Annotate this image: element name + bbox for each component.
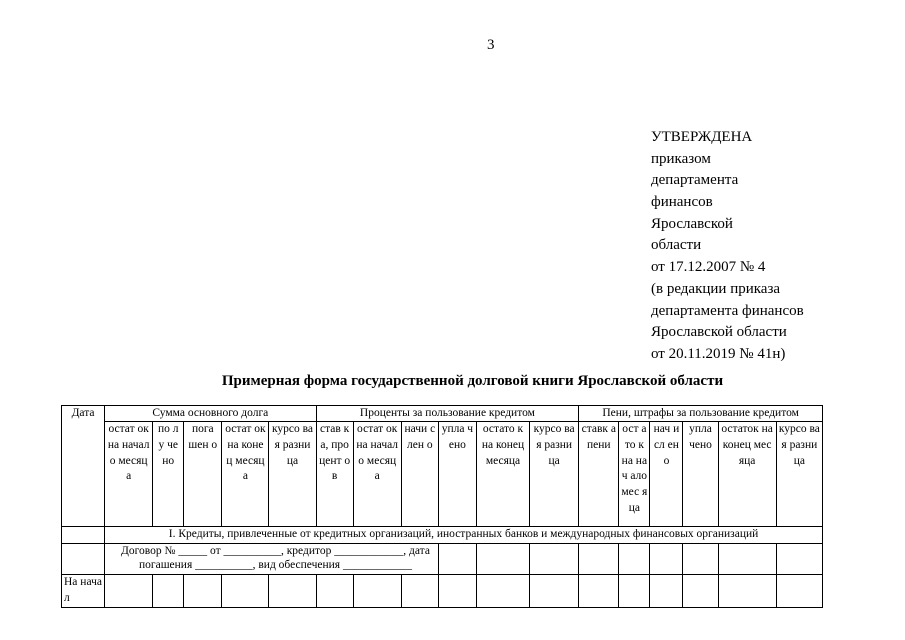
- column-header: остаток на конец месяца: [718, 422, 776, 527]
- table-cell: [438, 574, 476, 607]
- table-cell: [153, 574, 184, 607]
- table-cell: [776, 543, 822, 574]
- table-cell: [683, 574, 718, 607]
- table-cell: [650, 574, 683, 607]
- table-cell: [619, 543, 650, 574]
- column-header: остат ок на начал о месяц а: [353, 422, 401, 527]
- page-number: 3: [487, 37, 495, 53]
- table-cell: [683, 543, 718, 574]
- column-header: курсо вая разни ца: [776, 422, 822, 527]
- table-cell: [222, 574, 269, 607]
- column-header: упла чено: [438, 422, 476, 527]
- column-header: став ка, про цент ов: [316, 422, 353, 527]
- table-cell: [62, 543, 105, 574]
- column-header: пога шен о: [184, 422, 222, 527]
- date-header: Дата: [62, 406, 105, 527]
- interest-group-header: Проценты за пользование кредитом: [316, 406, 579, 422]
- contract-line: Договор № _____ от __________, кредитор ____________, дата: [121, 544, 430, 557]
- column-header: остат ок на конец месяц а: [222, 422, 269, 527]
- column-header: ост ато к на нач ало мес яца: [619, 422, 650, 527]
- column-header: начи слен о: [401, 422, 438, 527]
- principal-group-header: Сумма основного долга: [105, 406, 317, 422]
- table-cell: [776, 574, 822, 607]
- column-header: курсо вая разни ца: [269, 422, 316, 527]
- approval-line: от 20.11.2019 № 41н): [651, 345, 786, 362]
- table-cell: [718, 543, 776, 574]
- approval-line: департамента финансов: [651, 302, 804, 319]
- approval-line: от 17.12.2007 № 4: [651, 259, 766, 276]
- approval-line: УТВЕРЖДЕНА: [651, 129, 753, 145]
- table-cell: [530, 574, 579, 607]
- form-title: Примерная форма государственной долговой книги Ярославской области: [221, 373, 724, 389]
- table-cell: [530, 543, 579, 574]
- column-header: по лу че но: [153, 422, 184, 527]
- table-cell: [353, 574, 401, 607]
- table-cell: [476, 574, 529, 607]
- column-header: курсо вая разни ца: [530, 422, 579, 527]
- approval-line: финансов: [651, 194, 713, 211]
- table-cell: [401, 574, 438, 607]
- approval-line: Ярославской: [651, 215, 733, 232]
- approval-stamp: [651, 127, 804, 366]
- column-header: нач исл ено: [650, 422, 683, 527]
- table-cell: [62, 527, 105, 544]
- column-header: остат ок на начал о месяц а: [105, 422, 153, 527]
- table-cell: [579, 543, 619, 574]
- column-header: остато к на конец месяца: [476, 422, 529, 527]
- start-of-month-label: На начал: [62, 574, 105, 607]
- table-cell: [579, 574, 619, 607]
- debt-book-table: [61, 405, 823, 608]
- approval-line: (в редакции приказа: [651, 280, 781, 297]
- table-cell: [438, 543, 476, 574]
- approval-line: приказом: [651, 150, 711, 167]
- penalty-group-header: Пени, штрафы за пользование кредитом: [579, 406, 823, 422]
- section-title: I. Кредиты, привлеченные от кредитных организаций, иностранных банков и международных финансовых организаций: [105, 527, 823, 544]
- table-cell: [316, 574, 353, 607]
- contract-line: погашения __________, вид обеспечения ____________: [138, 559, 412, 572]
- table-cell: [105, 574, 153, 607]
- contract-details: [105, 543, 439, 574]
- approval-line: области: [651, 237, 702, 254]
- table-cell: [650, 543, 683, 574]
- column-header: ставк а пени: [579, 422, 619, 527]
- table-cell: [476, 543, 529, 574]
- column-header: упла чено: [683, 422, 718, 527]
- table-cell: [718, 574, 776, 607]
- approval-line: департамента: [651, 172, 739, 189]
- table-cell: [619, 574, 650, 607]
- table-cell: [184, 574, 222, 607]
- approval-line: Ярославской области: [651, 324, 787, 341]
- table-cell: [269, 574, 316, 607]
